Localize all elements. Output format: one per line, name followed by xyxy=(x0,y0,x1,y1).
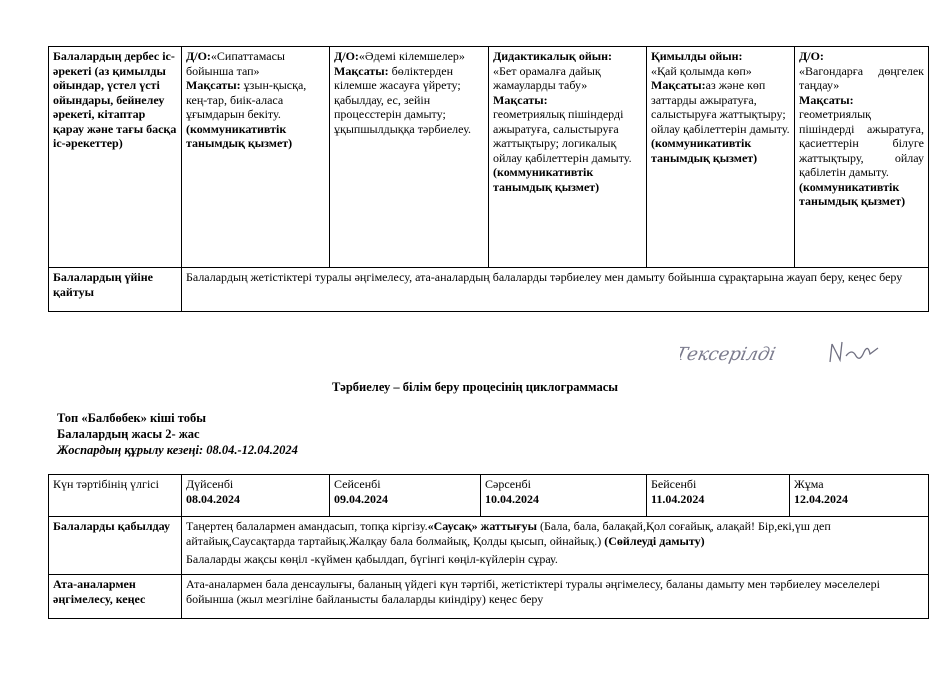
day-date: 12.04.2024 xyxy=(794,491,848,506)
parents-text: Ата-аналармен бала денсаулығы, баланың үйдегі күн тәртібі, жетістіктері туралы әңгімелесу, баланы дамыту мен тәрбиелеу мәселелері бойынша (жыл мезгіліне байланысты балаларды киіндіру) кеңес беру xyxy=(182,575,929,619)
goal-label: Мақсаты: xyxy=(186,78,241,92)
goal-text: геометриялық пішіндерді ажыратуға, қасиеттерін білуге жаттықтыру, ойлау қабілетін дамыту. xyxy=(799,107,924,179)
day-name: Сәрсенбі xyxy=(485,477,531,491)
game-type: Қимылды ойын: xyxy=(651,49,743,63)
activity-type: (коммуникативтік танымдық қызмет) xyxy=(186,121,293,150)
activity-cell-tuesday xyxy=(330,47,489,268)
game-name: «Әдемі кілемшелер» xyxy=(358,49,465,63)
day-header-thursday xyxy=(647,475,790,517)
game-type: Д/О: xyxy=(799,49,824,63)
day-header-wednesday xyxy=(481,475,647,517)
game-name: «Қай қолымда көп» xyxy=(651,63,752,78)
plan-period: Жоспардың құрылу кезеңі: 08.04.-12.04.2024 xyxy=(57,443,298,457)
goal-text: аз және көп заттарды ажыратуға, салыстыруға жаттықтыру; ойлау қабілеттерін дамыту. xyxy=(651,78,790,136)
table-row xyxy=(49,517,929,575)
schedule-table xyxy=(48,474,929,619)
day-name: Жұма xyxy=(794,477,824,491)
row-label-reception: Балаларды қабылдау xyxy=(49,517,182,575)
row-label-going-home: Балалардың үйіне қайтуы xyxy=(49,268,182,312)
game-name: «Вагондарға дөңгелек таңдау» xyxy=(799,63,924,92)
goal-text: бөліктерден кілемше жасауға үйрету; қабылдау, ес, зейін процесстерін дамыту; ұқыпшылдыққа тәрбиелеу. xyxy=(334,63,471,136)
goal-text: геометриялық пішіндерді ажыратуға, салыстыруға жаттықтыру; логикалық ойлау қабілеттерін дамыту. xyxy=(493,107,632,165)
children-age: Балалардың жасы 2- жас xyxy=(57,427,200,441)
reception-text: Таңертең балалармен амандасып, топқа кіргізу.«Саусақ» жаттығуы (Бала, бала, балақай,Қол соғайық, алақай! Бір,екі,үш деп айтайық,Саусақтарда тартайық.Жалқау бала болмайық, Қолды қысып, ойнайық.) (Сөйлеуді дамыту) Балаларды жақсы көңіл -күймен қабылдап, бүгінгі көңіл-күйлерін сұрау. xyxy=(182,517,929,575)
day-name: Дүйсенбі xyxy=(186,477,234,491)
day-header-tuesday xyxy=(330,475,481,517)
day-name: Бейсенбі xyxy=(651,477,697,491)
activity-cell-friday xyxy=(795,47,929,268)
activity-type: (коммуникативтік танымдық қызмет) xyxy=(651,136,758,165)
row-label-parents: Ата-аналармен әңгімелесу, кеңес xyxy=(49,575,182,619)
activity-type: (коммуникативтік танымдық қызмет) xyxy=(799,179,906,208)
group-name: Топ «Балбөбек» кіші тобы xyxy=(57,411,207,425)
signature-text: Тексерілді xyxy=(680,344,778,365)
row-label-independent-activity: Балалардың дербес іс-әрекеті (аз қимылды ойындар, үстел үсті ойындары, бейнелеу әрекеті, кітаптар қарау және тағы басқа іс-әрекеттер) xyxy=(49,47,182,268)
goal-text: ұзын-қысқа, кең-тар, биік-аласа ұғымдарын бекіту. xyxy=(186,78,307,121)
activity-type: (коммуникативтік танымдық қызмет) xyxy=(493,165,600,194)
exercise-name: «Саусақ» жаттығуы xyxy=(427,519,538,533)
table-row xyxy=(49,268,929,312)
goal-label: Мақсаты: xyxy=(334,63,389,78)
table-row xyxy=(49,575,929,619)
signature-image xyxy=(680,332,895,372)
table-header-row xyxy=(49,475,929,517)
day-date: 10.04.2024 xyxy=(485,491,539,506)
day-date: 09.04.2024 xyxy=(334,491,388,506)
document-title: Тәрбиелеу – білім беру процесінің циклограммасы xyxy=(331,380,619,394)
goal-label: Мақсаты: xyxy=(493,92,548,107)
handwritten-signature xyxy=(680,332,895,377)
day-name: Сейсенбі xyxy=(334,477,381,491)
goal-label: Мақсаты: xyxy=(651,78,706,92)
activity-cell-wednesday xyxy=(489,47,647,268)
game-name: «Сипаттамасы бойынша тап» xyxy=(186,49,285,78)
activity-cell-monday xyxy=(182,47,330,268)
activity-cell-thursday xyxy=(647,47,795,268)
day-header-monday xyxy=(182,475,330,517)
development-area: (Сөйлеуді дамыту) xyxy=(604,533,705,548)
goal-label: Мақсаты: xyxy=(799,92,854,107)
game-type: Д/О: xyxy=(334,49,359,63)
game-type: Дидактикалық ойын: xyxy=(493,49,613,63)
going-home-text: Балалардың жетістіктері туралы әңгімелесу, ата-аналардың балаларды тәрбиелеу мен дамыту бойынша сұрақтарына жауап беру, кеңес беру xyxy=(182,268,929,312)
day-date: 08.04.2024 xyxy=(186,491,240,506)
game-type: Д/О: xyxy=(186,49,211,63)
day-header-friday xyxy=(790,475,929,517)
day-date: 11.04.2024 xyxy=(651,491,705,506)
header-label: Күн тәртібінің үлгісі xyxy=(49,475,182,517)
daily-activities-table xyxy=(48,46,929,312)
table-row xyxy=(49,47,929,268)
game-name: «Бет орамалға дайық жамауларды табу» xyxy=(493,63,601,92)
